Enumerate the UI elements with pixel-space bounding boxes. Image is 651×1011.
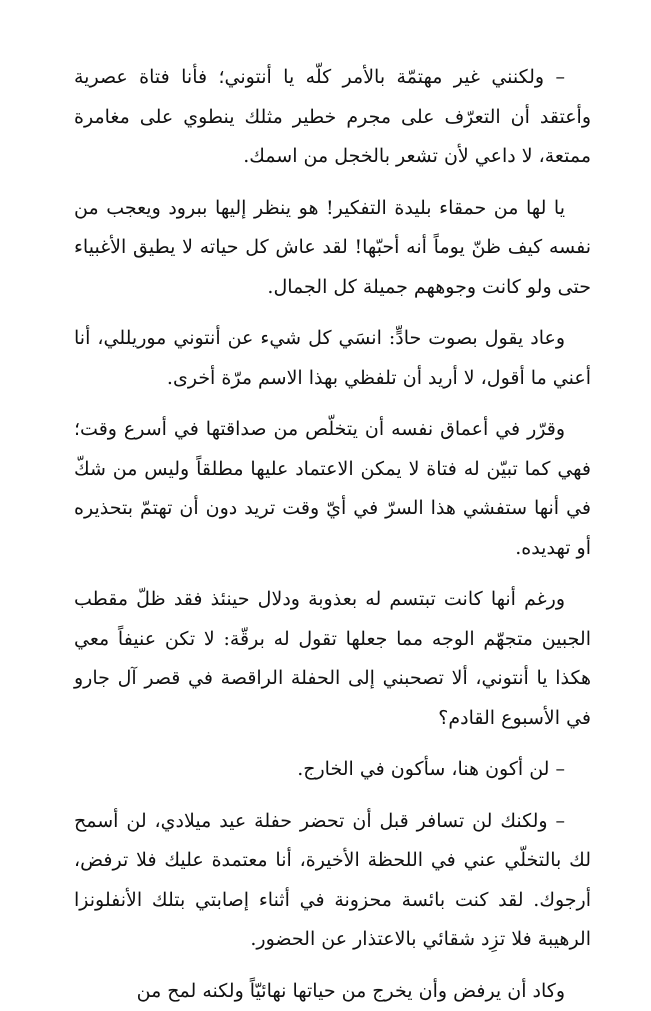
paragraph-1: – ولكنني غير مهتمّة بالأمر كلّه يا أنتوني؛ فأنا فتاة عصرية وأعتقد أن التعرّف على مجرم خطير مثلك ينطوي على مغامرة ممتعة، لا داعي لأن تشعر بالخجل من اسمك. xyxy=(74,58,591,177)
paragraph-3: وعاد يقول بصوت حادٍّ: انسَي كل شيء عن أنتوني موريللي، أنا أعني ما أقول، لا أريد أن تلفظي بهذا الاسم مرّة أخرى. xyxy=(74,319,591,398)
paragraph-7: – ولكنك لن تسافر قبل أن تحضر حفلة عيد ميلادي، لن أسمح لك بالتخلّي عني في اللحظة الأخيرة، أنا معتمدة عليك فلا ترفض، أرجوك. لقد كنت بائسة محزونة في أثناء إصابتي بتلك الأنفلونزا الرهيبة فلا تزِد شقائي بالاعتذار عن الحضور. xyxy=(74,802,591,960)
paragraph-6: – لن أكون هنا، سأكون في الخارج. xyxy=(74,750,591,790)
paragraph-4: وقرّر في أعماق نفسه أن يتخلّص من صداقتها في أسرع وقت؛ فهي كما تبيّن له فتاة لا يمكن الاعتماد عليها مطلقاً وليس من شكّ في أنها ستفشي هذا السرّ في أيّ وقت تريد دون أن تهتمّ بتحذيره أو تهديده. xyxy=(74,410,591,568)
paragraph-5: ورغم أنها كانت تبتسم له بعذوبة ودلال حينئذ فقد ظلّ مقطب الجبين متجهّم الوجه مما جعلها تقول له برقّة: لا تكن عنيفاً معي هكذا يا أنتوني، ألا تصحبني إلى الحفلة الراقصة في قصر آل جارو في الأسبوع القادم؟ xyxy=(74,580,591,738)
paragraph-8: وكاد أن يرفض وأن يخرج من حياتها نهائيّاً ولكنه لمح من xyxy=(74,972,591,1011)
paragraph-2: يا لها من حمقاء بليدة التفكير! هو ينظر إليها ببرود ويعجب من نفسه كيف ظنّ يوماً أنه أحبّها! لقد عاش كل حياته لا يطيق الأغبياء حتى ولو كانت وجوههم جميلة كل الجمال. xyxy=(74,189,591,308)
